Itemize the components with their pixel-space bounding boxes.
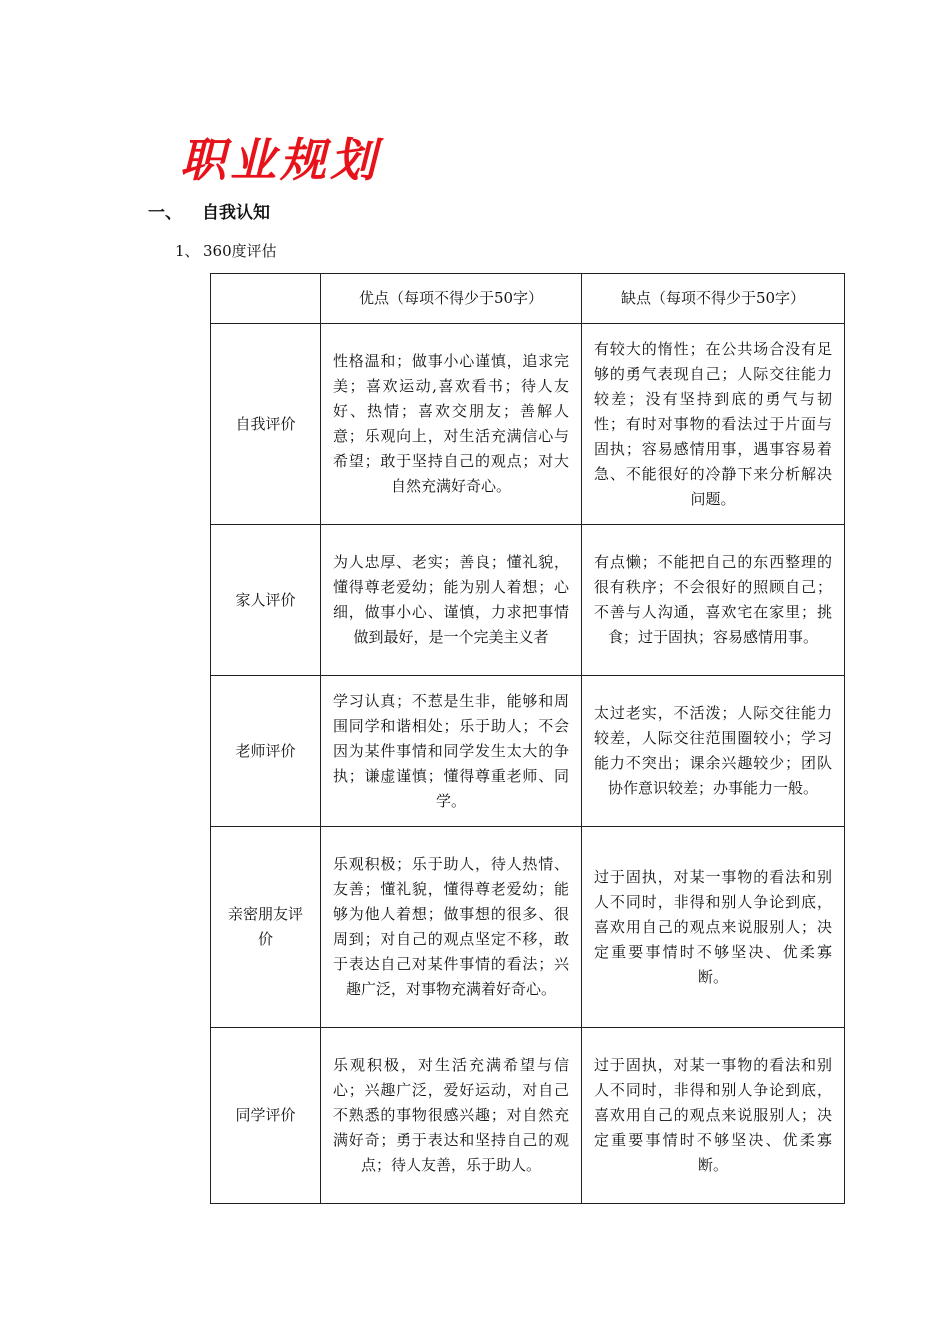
pros-cell: 为人忠厚、老实；善良；懂礼貌，懂得尊老爱幼；能为别人着想；心细，做事小心、谨慎，力求把事情做到最好，是一个完美主义者 <box>321 525 582 676</box>
cons-cell: 过于固执，对某一事物的看法和别人不同时，非得和别人争论到底，喜欢用自己的观点来说服别人；决定重要事情时不够坚决、优柔寡断。 <box>582 1028 845 1204</box>
row-label: 亲密朋友评价 <box>211 827 321 1028</box>
table-row <box>211 827 845 1028</box>
cons-cell: 有较大的惰性；在公共场合没有足够的勇气表现自己；人际交往能力较差；没有坚持到底的勇气与韧性；有时对事物的看法过于片面与固执；容易感情用事，遇事容易着急、不能很好的冷静下来分析解决问题。 <box>582 324 845 525</box>
cons-cell: 太过老实，不活泼；人际交往能力较差，人际交往范围圈较小；学习能力不突出；课余兴趣较少；团队协作意识较差；办事能力一般。 <box>582 676 845 827</box>
cons-cell: 有点懒；不能把自己的东西整理的很有秩序；不会很好的照顾自己；不善与人沟通，喜欢宅在家里；挑食；过于固执；容易感情用事。 <box>582 525 845 676</box>
pros-cell: 学习认真；不惹是生非，能够和周围同学和谐相处；乐于助人；不会因为某件事情和同学发生太大的争执；谦虚谨慎；懂得尊重老师、同学。 <box>321 676 582 827</box>
header-empty-cell <box>211 274 321 324</box>
table-row <box>211 676 845 827</box>
section-number: 一、 <box>148 203 182 223</box>
header-cons: 缺点（每项不得少于50字） <box>582 274 845 324</box>
row-label: 同学评价 <box>211 1028 321 1204</box>
table-row <box>211 1028 845 1204</box>
row-label: 老师评价 <box>211 676 321 827</box>
header-pros: 优点（每项不得少于50字） <box>321 274 582 324</box>
document-title: 职业规划 <box>180 133 380 187</box>
subsection-heading <box>175 240 277 262</box>
subsection-title: 360度评估 <box>203 242 277 260</box>
row-label: 自我评价 <box>211 324 321 525</box>
pros-cell: 乐观积极，对生活充满希望与信心；兴趣广泛，爱好运动，对自己不熟悉的事物很感兴趣；对自然充满好奇；勇于表达和坚持自己的观点；待人友善，乐于助人。 <box>321 1028 582 1204</box>
row-label: 家人评价 <box>211 525 321 676</box>
section-heading <box>148 201 270 225</box>
pros-cell: 性格温和；做事小心谨慎，追求完美；喜欢运动,喜欢看书；待人友好、热情；喜欢交朋友；善解人意；乐观向上，对生活充满信心与希望；敢于坚持自己的观点；对大自然充满好奇心。 <box>321 324 582 525</box>
table-header-row <box>211 274 845 324</box>
table-row <box>211 324 845 525</box>
cons-cell: 过于固执，对某一事物的看法和别人不同时，非得和别人争论到底，喜欢用自己的观点来说服别人；决定重要事情时不够坚决、优柔寡断。 <box>582 827 845 1028</box>
section-title: 自我认知 <box>202 203 270 223</box>
subsection-number: 1、 <box>175 242 200 260</box>
table-row <box>211 525 845 676</box>
evaluation-table <box>210 273 845 1204</box>
pros-cell: 乐观积极；乐于助人，待人热情、友善；懂礼貌，懂得尊老爱幼；能够为他人着想；做事想的很多、很周到；对自己的观点坚定不移，敢于表达自己对某件事情的看法；兴趣广泛，对事物充满着好奇心。 <box>321 827 582 1028</box>
